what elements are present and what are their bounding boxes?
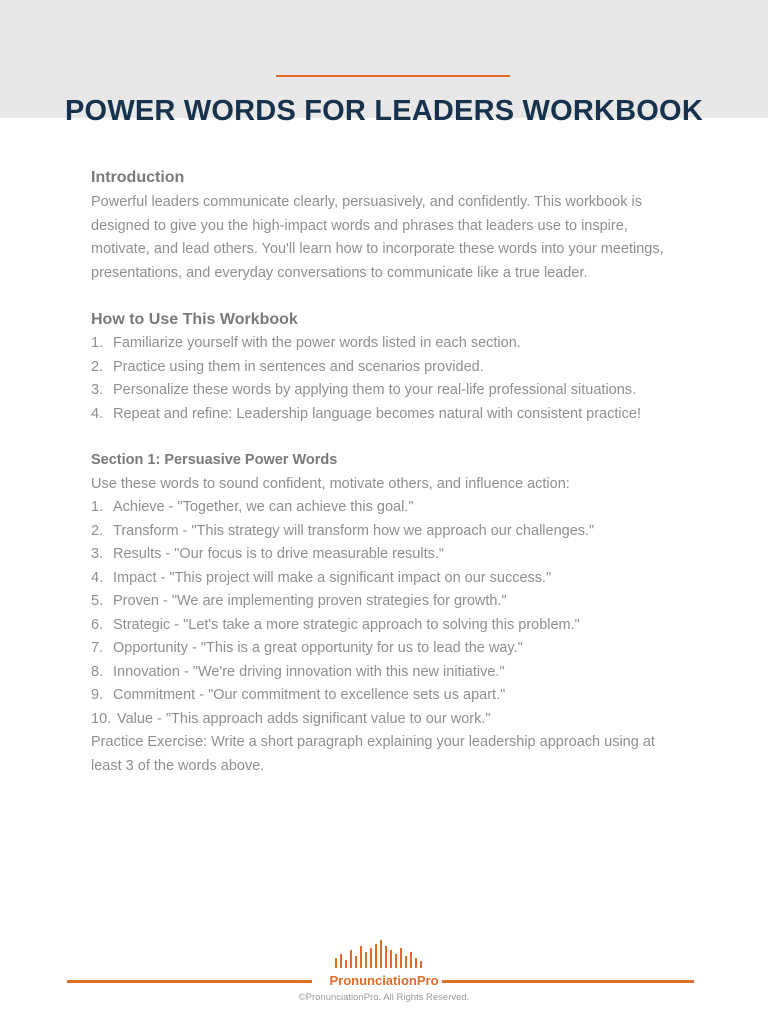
copyright-text: ©PronunciationPro. All Rights Reserved. (298, 992, 470, 1003)
list-text: Repeat and refine: Leadership language becomes natural with consistent practice! (113, 405, 641, 422)
list-text: Familiarize yourself with the power words listed in each section. (113, 335, 521, 351)
how-to-use-list (91, 332, 691, 426)
list-number: 4. (91, 569, 104, 586)
list-number: 10. (91, 710, 112, 727)
list-text: Strategic - "Let's take a more strategic approach to solving this problem." (113, 616, 580, 633)
introduction-section (91, 166, 691, 285)
brand-name: PronunciationPro (329, 973, 439, 988)
list-number: 4. (91, 405, 104, 422)
document-body (91, 166, 691, 778)
list-number: 6. (91, 616, 104, 633)
list-item (91, 684, 691, 708)
list-text: Achieve - "Together, we can achieve this goal." (113, 499, 414, 515)
how-to-use-section (91, 308, 691, 426)
list-number: 7. (91, 640, 104, 656)
section-1-intro: Use these words to sound confident, motivate others, and influence action: (91, 475, 570, 492)
list-text: Value - "This approach adds significant value to our work." (117, 710, 491, 727)
introduction-paragraph (91, 191, 691, 285)
list-number: 9. (91, 687, 104, 703)
list-item (91, 661, 691, 685)
list-text: Impact - "This project will make a significant impact on our success." (113, 569, 552, 586)
list-text: Transform - "This strategy will transform how we approach our challenges." (113, 522, 595, 539)
list-number: 1. (91, 499, 104, 515)
list-number: 5. (91, 593, 104, 609)
list-item (91, 379, 691, 403)
list-item (91, 637, 691, 661)
introduction-heading: Introduction (91, 169, 185, 186)
list-item (91, 332, 691, 356)
list-text: Innovation - "We're driving innovation with this new initiative." (113, 663, 505, 680)
list-number: 1. (91, 335, 104, 351)
list-item (91, 614, 691, 638)
practice-exercise-line: Practice Exercise: Write a short paragraph explaining your leadership approach using at (91, 734, 655, 750)
practice-exercise (91, 731, 691, 778)
sound-wave-icon (0, 936, 768, 976)
list-number: 2. (91, 358, 104, 375)
list-text: Results - "Our focus is to drive measurable results." (113, 546, 445, 562)
section-1-persuasive-power-words (91, 449, 691, 778)
introduction-line: Powerful leaders communicate clearly, persuasively, and confidently. This workbook is (91, 194, 642, 210)
introduction-line: presentations, and everyday conversations to communicate like a true leader. (91, 264, 588, 281)
list-item (91, 520, 691, 544)
introduction-line: designed to give you the high-impact words and phrases that leaders use to inspire, (91, 217, 628, 234)
list-text: Opportunity - "This is a great opportunity for us to lead the way." (113, 640, 523, 656)
list-item (91, 708, 691, 732)
section-1-heading: Section 1: Persuasive Power Words (91, 452, 338, 468)
power-words-list (91, 496, 691, 731)
page-title: POWER WORDS FOR LEADERS WORKBOOK (65, 95, 703, 127)
introduction-line: motivate, and lead others. You'll learn how to incorporate these words into your meetings, (91, 241, 664, 257)
list-item (91, 590, 691, 614)
list-text: Proven - "We are implementing proven strategies for growth." (113, 593, 507, 609)
how-to-use-heading: How to Use This Workbook (91, 311, 298, 328)
list-text: Practice using them in sentences and scenarios provided. (113, 358, 484, 375)
list-text: Commitment - "Our commitment to excellence sets us apart." (113, 687, 506, 703)
list-number: 8. (91, 663, 104, 680)
list-item (91, 567, 691, 591)
list-item (91, 543, 691, 567)
list-number: 3. (91, 382, 104, 398)
practice-exercise-line: least 3 of the words above. (91, 757, 265, 774)
list-item (91, 403, 691, 427)
list-item (91, 496, 691, 520)
list-text: Personalize these words by applying them to your real-life professional situations. (113, 382, 637, 398)
title-accent-line (276, 75, 510, 77)
list-item (91, 356, 691, 380)
list-number: 2. (91, 522, 104, 539)
list-number: 3. (91, 546, 104, 562)
